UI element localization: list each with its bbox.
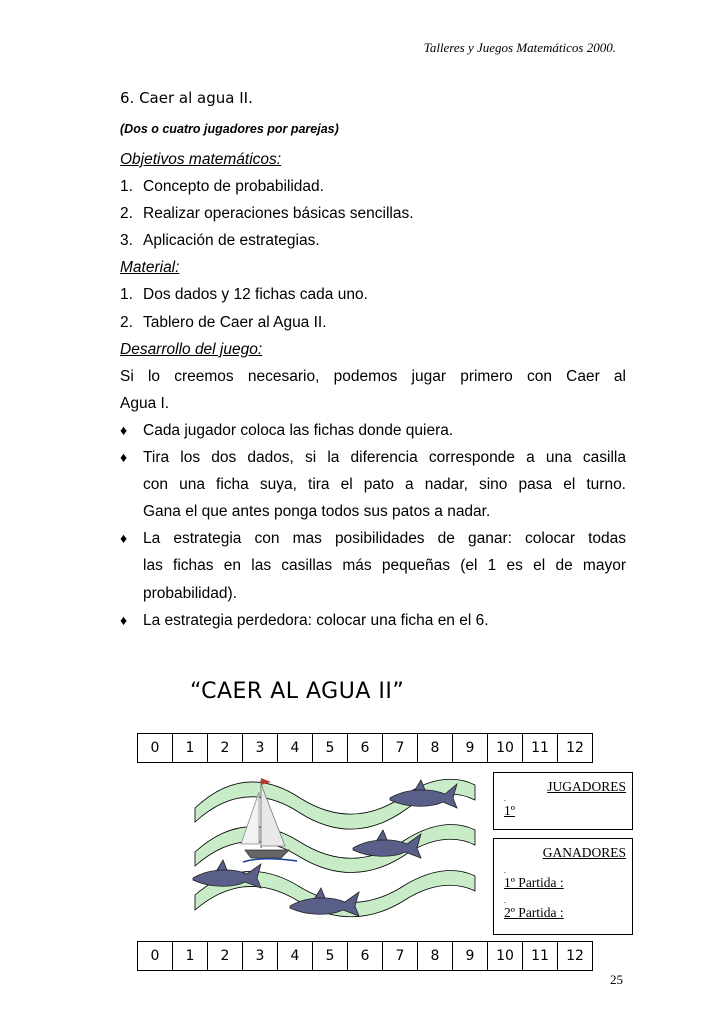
- bullet-text: probabilidad).: [143, 584, 237, 602]
- board-cell: 12: [558, 942, 593, 971]
- bullet-item: [120, 444, 626, 525]
- winner-row-2: 2º Partida :: [504, 905, 564, 920]
- bullet-item: [120, 417, 626, 444]
- material-heading: Material:: [120, 259, 180, 277]
- bullet-text: las fichas en las casillas más pequeñas (el 1 es el de mayor: [143, 557, 626, 575]
- bullet-text: La estrategia perdedora: colocar una ficha en el 6.: [143, 611, 489, 629]
- item-text: Realizar operaciones básicas sencillas.: [143, 205, 414, 223]
- board-cell: 10: [488, 734, 523, 763]
- page-number: 25: [610, 972, 623, 987]
- diamond-bullet-icon: ♦: [120, 421, 128, 438]
- objective-item: [120, 227, 626, 254]
- board-cell: 2: [208, 942, 243, 971]
- board-cell: 8: [418, 734, 453, 763]
- board-cell: 0: [138, 734, 173, 763]
- item-number: 1.: [120, 178, 133, 196]
- board-cell: 3: [243, 734, 278, 763]
- board-cell: 9: [453, 734, 488, 763]
- diamond-bullet-icon: ♦: [120, 611, 128, 628]
- section-title: 6. Caer al agua II.: [120, 89, 253, 107]
- item-number: 1.: [120, 286, 133, 304]
- objective-item: [120, 200, 626, 227]
- body-text: [120, 146, 626, 634]
- bullet-text: Gana el que antes ponga todos sus patos a nadar.: [143, 503, 491, 521]
- board-cell: 5: [313, 942, 348, 971]
- players-heading: JUGADORES: [547, 779, 626, 794]
- bullet-text: La estrategia con mas posibilidades de ganar: colocar todas: [143, 530, 626, 548]
- development-intro: Si lo creemos necesario, podemos jugar primero con Caer al: [120, 367, 626, 385]
- river-illustration: [185, 770, 490, 940]
- item-text: Dos dados y 12 fichas cada uno.: [143, 286, 368, 304]
- bullet-item: [120, 607, 626, 634]
- board-cell: 10: [488, 942, 523, 971]
- objective-item: [120, 173, 626, 200]
- item-text: Tablero de Caer al Agua II.: [143, 313, 327, 331]
- board-cell: 1: [173, 734, 208, 763]
- development-heading: Desarrollo del juego:: [120, 340, 263, 358]
- board-cell: 9: [453, 942, 488, 971]
- board-cell: 2: [208, 734, 243, 763]
- board-cell: 6: [348, 734, 383, 763]
- diamond-bullet-icon: ♦: [120, 530, 128, 547]
- players-panel: [493, 772, 633, 830]
- board-cell: 7: [383, 734, 418, 763]
- winners-panel: [493, 838, 633, 935]
- game-title: “CAER AL AGUA II”: [190, 679, 405, 704]
- bullet-text: Tira los dos dados, si la diferencia corresponde a una casilla: [143, 449, 626, 467]
- board-cell: 1: [173, 942, 208, 971]
- item-text: Aplicación de estrategias.: [143, 232, 320, 250]
- objectives-heading: Objetivos matemáticos:: [120, 151, 282, 168]
- number-board-top: [137, 733, 593, 763]
- item-number: 3.: [120, 232, 133, 250]
- section-subtitle: (Dos o cuatro jugadores por parejas): [120, 122, 339, 136]
- item-text: Concepto de probabilidad.: [143, 178, 324, 196]
- panel-dot: .: [504, 866, 506, 875]
- material-item: [120, 309, 626, 336]
- item-number: 2.: [120, 313, 133, 331]
- diamond-bullet-icon: ♦: [120, 449, 128, 466]
- material-item: [120, 281, 626, 308]
- board-cell: 6: [348, 942, 383, 971]
- board-cell: 4: [278, 942, 313, 971]
- board-cell: 5: [313, 734, 348, 763]
- board-cell: 11: [523, 942, 558, 971]
- player-row: 1º: [504, 803, 515, 818]
- shark-icon: [353, 830, 421, 858]
- winners-heading: GANADORES: [542, 845, 626, 860]
- bullet-text: Cada jugador coloca las fichas donde quiera.: [143, 421, 454, 439]
- bullet-item: [120, 525, 626, 606]
- winner-row-1: 1º Partida :: [504, 875, 564, 890]
- board-cell: 0: [138, 942, 173, 971]
- board-cell: 12: [558, 734, 593, 763]
- panel-dot: .: [504, 896, 506, 905]
- board-cell: 11: [523, 734, 558, 763]
- board-cell: 4: [278, 734, 313, 763]
- board-cell: 8: [418, 942, 453, 971]
- running-header: Talleres y Juegos Matemáticos 2000.: [423, 40, 616, 55]
- shark-icon: [193, 860, 261, 888]
- item-number: 2.: [120, 205, 133, 223]
- number-board-bottom: [137, 941, 593, 971]
- board-cell: 7: [383, 942, 418, 971]
- development-intro-end: Agua I.: [120, 394, 170, 412]
- bullet-text: con una ficha suya, tira el pato a nadar, sino pasa el turno.: [143, 476, 626, 494]
- board-cell: 3: [243, 942, 278, 971]
- panel-dot: .: [504, 794, 506, 803]
